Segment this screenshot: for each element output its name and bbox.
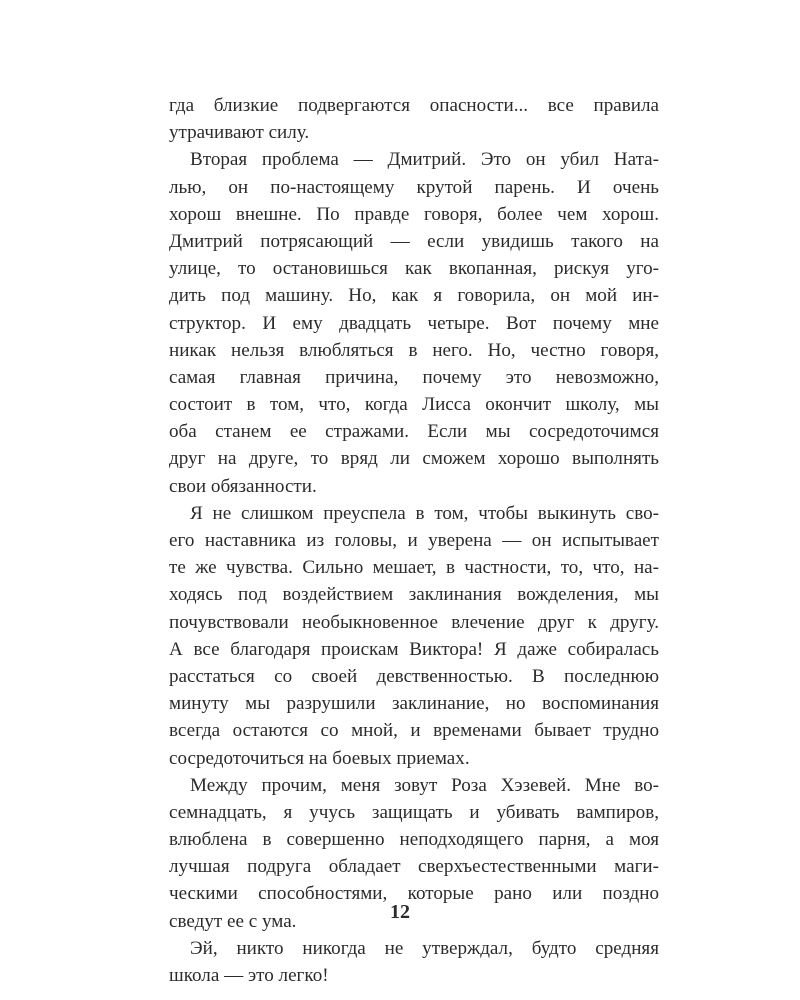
text-line: никак нельзя влюбляться в него. Но, честно говоря,	[169, 339, 659, 361]
text-line: его наставника из головы, и уверена — он испытывает	[169, 530, 659, 551]
text-line: сведут ее с ума.	[169, 910, 297, 932]
text-line: всегда остаются со мной, и временами бывает трудно	[169, 720, 659, 742]
text-line: почувствовали необыкновенное влечение друг к другу.	[169, 611, 659, 633]
text-line: те же чувства. Сильно мешает, в частности, то, что, на-	[169, 557, 659, 579]
text-line: утрачивают силу.	[169, 122, 310, 144]
text-line: дить под машину. Но, как я говорила, он мой ин-	[169, 285, 659, 307]
text-line: Я не слишком преуспела в том, чтобы выкинуть сво-	[190, 502, 659, 524]
text-line: хорош внешне. По правде говоря, более чем хорош.	[169, 203, 659, 225]
text-line: школа — это легко!	[169, 965, 329, 986]
paragraph	[169, 146, 659, 499]
text-line: самая главная причина, почему это невозможно,	[169, 366, 659, 388]
text-line: Вторая проблема — Дмитрий. Это он убил Ната-	[190, 149, 659, 171]
body-text	[169, 92, 659, 989]
text-line: минуту мы разрушили заклинание, но воспоминания	[169, 693, 659, 715]
text-line: структор. И ему двадцать четыре. Вот почему мне	[169, 312, 659, 334]
text-line: расстаться со своей девственностью. В последнюю	[169, 665, 659, 687]
paragraph	[169, 935, 659, 989]
text-line: ческими способностями, которые рано или поздно	[169, 883, 659, 905]
text-line: друг на друге, то вряд ли сможем хорошо выполнять	[169, 448, 659, 470]
text-line: А все благодаря проискам Виктора! Я даже собиралась	[169, 638, 659, 660]
text-line: гда близкие подвергаются опасности... все правила	[169, 95, 659, 116]
text-line: состоит в том, что, когда Лисса окончит школу, мы	[169, 394, 659, 416]
text-line: сосредоточиться на боевых приемах.	[169, 747, 470, 769]
text-line: Эй, никто никогда не утверждал, будто средняя	[190, 937, 659, 959]
text-line: влюблена в совершенно неподходящего парня, а моя	[169, 829, 659, 851]
text-line: ходясь под воздействием заклинания вожделения, мы	[169, 584, 659, 606]
page-number: 12	[390, 901, 410, 923]
text-line: семнадцать, я учусь защищать и убивать вампиров,	[169, 801, 659, 823]
text-line: свои обязанности.	[169, 475, 317, 497]
text-line: Между прочим, меня зовут Роза Хэзевей. Мне во-	[190, 774, 659, 796]
text-line: оба станем ее стражами. Если мы сосредоточимся	[169, 421, 659, 443]
text-line: лучшая подруга обладает сверхъестественными маги-	[169, 856, 659, 878]
text-line: лью, он по-настоящему крутой парень. И очень	[169, 176, 659, 198]
paragraph	[169, 500, 659, 772]
text-line: Дмитрий потрясающий — если увидишь такого на	[169, 230, 659, 252]
paragraph	[169, 92, 659, 146]
text-line: улице, то остановишься как вкопанная, рискуя уго-	[169, 258, 659, 280]
